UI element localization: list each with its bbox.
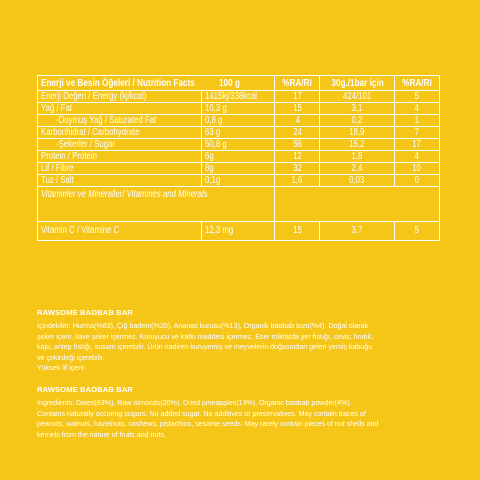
ri-per-bar: 4 [414, 102, 420, 114]
english-line: kernels from the nature of fruits and nuts. [37, 429, 166, 439]
nutrition-row [38, 163, 440, 175]
nutrient-label: Protein / Protein [41, 150, 97, 162]
nutrition-row [38, 151, 440, 163]
vitamin-c-100g: 12,3 mg [204, 225, 233, 236]
vitamin-c-label: Vitamin C / Vitamine C [41, 225, 120, 236]
vitamins-heading-row [38, 187, 440, 222]
nutrient-label: Yağ / Fat [41, 102, 73, 114]
nutrient-label: Enerji Değeri / Energy (kj/kcal) [41, 90, 147, 102]
turkish-line: Yüksek lif içerir. [37, 363, 87, 373]
nutrient-label: Karbonhidrat / Carbohydrate [41, 126, 140, 138]
nutrition-row [38, 103, 440, 115]
value-per-bar: 1,8 [351, 150, 363, 162]
vitamin-c-ri-30g: 5 [414, 225, 420, 236]
value-per-bar: 3,1 [351, 102, 363, 114]
turkish-ingredients-block [37, 308, 447, 373]
vitamin-c-ri-100g: 15 [292, 225, 302, 236]
ri-per-bar: 7 [414, 126, 420, 138]
english-product-title: RAWSOME BAOBAB BAR [37, 385, 133, 394]
ri-100g: 32 [292, 162, 302, 174]
value-100g: 0,8 g [204, 114, 222, 126]
value-100g: 6g [204, 150, 214, 162]
ri-100g: 56 [292, 138, 302, 150]
nutrient-label: -Şekerler / Sugar [56, 138, 115, 150]
vitamins-heading: Vitaminler ve Mineraller/ Vitamines and Minerals [41, 189, 208, 200]
ri-per-bar: 4 [414, 150, 420, 162]
ri-per-bar: 0 [414, 174, 420, 186]
vitamin-c-30g: 3,7 [351, 225, 363, 236]
header-per-bar: 30g./1bar için [330, 77, 384, 89]
english-line: Ingredients: Dates(63%), Raw almonds(20%), Dried pineapples(13%), Organic baobab powder(4%). [37, 398, 352, 408]
turkish-product-title: RAWSOME BAOBAB BAR [37, 308, 133, 317]
ri-100g: 4 [295, 114, 300, 126]
nutrition-facts-table [37, 75, 440, 241]
nutrition-row [38, 115, 440, 127]
value-per-bar: 424/101 [343, 90, 372, 102]
nutrition-row [38, 139, 440, 151]
ri-per-bar: 10 [412, 162, 422, 174]
ri-100g: 1,6 [291, 174, 303, 186]
value-per-bar: 0,03 [349, 174, 365, 186]
ri-100g: 12 [292, 150, 302, 162]
header-ri-100g: %RA/RI [282, 77, 313, 89]
nutrient-label: Tuz / Salt [41, 174, 74, 186]
nutrition-row [38, 127, 440, 139]
ri-per-bar: 1 [414, 114, 420, 126]
header-100g-label: 100 g [219, 77, 241, 89]
nutrient-label: Lif / Fibre [41, 162, 74, 174]
english-line: peanuts, walnuts, hazelnuts, cashews, pistachios, sesame seeds. May rarely contain pieces of nut shells and [37, 419, 379, 429]
value-per-bar: 0,2 [351, 114, 363, 126]
ri-100g: 17 [292, 90, 302, 102]
value-per-bar: 18,9 [349, 126, 365, 138]
nutrition-header-row [38, 76, 440, 91]
turkish-line: ve çekirdeği içerebilir. [37, 352, 105, 362]
header-nutrients-label: Enerji ve Besin Öğeleri / Nutrition Facts [41, 77, 195, 89]
value-100g: 10,3 g [204, 102, 227, 114]
nutrient-label: -Doymuş Yağ / Saturated Fat [56, 114, 157, 126]
ri-per-bar: 5 [414, 90, 420, 102]
value-100g: 63 g [204, 126, 220, 138]
nutrition-row [38, 175, 440, 187]
vitamin-c-row [38, 222, 440, 241]
value-per-bar: 15,2 [349, 138, 365, 150]
nutrition-rows [38, 91, 440, 187]
value-100g: 50,8 g [204, 138, 227, 150]
value-100g: 8g [204, 162, 214, 174]
english-ingredients-block [37, 385, 447, 440]
turkish-line: şeker içerir, ilave şeker içermez. Koruyucu ve katkı maddesi içermez. Eser miktarda yer fıstığı, ceviz, fındık, [37, 331, 373, 341]
turkish-line: kaju, antep fıstığı, susam içerebilir. Ürün nadiren kuruyemiş ve meyvelerin doğasından gelen yemiş kabuğu [37, 342, 373, 352]
value-100g: 0,1g [204, 174, 220, 186]
nutrition-row [38, 91, 440, 103]
ri-per-bar: 17 [412, 138, 422, 150]
turkish-line: İçindekiler: Hurma(%63), Çiğ badem(%20), Ananas kurusu(%13), Organik baobab tozu(%4). Doğal olarak [37, 321, 369, 331]
value-100g: 1415kj/338kcal [204, 90, 257, 102]
header-ri-bar: %RA/RI [402, 77, 432, 89]
english-line: Contains naturally occuring sugars. No added sugar. No additives or preservatives. May contain traces of [37, 408, 366, 418]
ri-100g: 24 [292, 126, 302, 138]
value-per-bar: 2,4 [351, 162, 363, 174]
ri-100g: 15 [292, 102, 302, 114]
